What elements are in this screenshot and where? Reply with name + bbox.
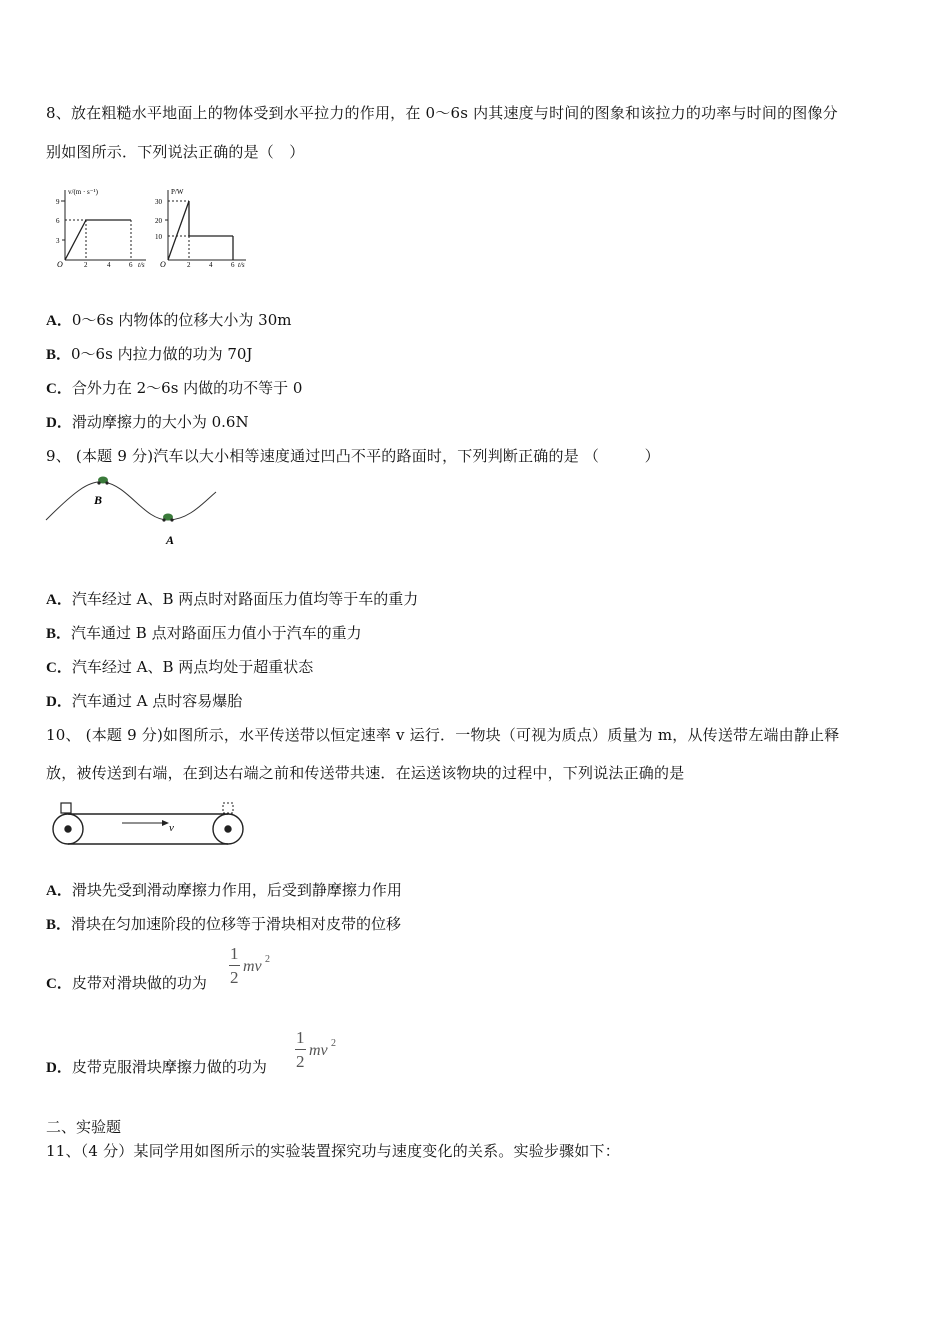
q9-option-d: D．汽车通过 A 点时容易爆胎 [46, 692, 243, 710]
v-xtick-4: 4 [107, 261, 111, 268]
q10-option-c: C．皮带对滑块做的功为 [46, 974, 207, 992]
p-series-rise [168, 201, 189, 260]
label-b: B [94, 493, 103, 507]
p-xlabel: t/s [238, 261, 245, 268]
p-ytick-30: 30 [155, 198, 162, 206]
q8-power-time-graph [152, 184, 252, 268]
q9-road-figure [44, 472, 220, 552]
v-ylabel: v/(m · s⁻¹) [68, 188, 98, 196]
q8-stem-line1: 8、放在粗糙水平地面上的物体受到水平拉力的作用，在 0～6s 内其速度与时间的图象和该拉力的功率与时间的图像分 [46, 104, 838, 122]
p-xtick-4: 4 [209, 261, 213, 268]
q10-option-a: A．滑块先受到滑动摩擦力作用，后受到静摩擦力作用 [46, 881, 402, 899]
v-origin: O [57, 260, 63, 268]
v-xtick-2: 2 [84, 261, 88, 268]
road-curve [46, 482, 216, 520]
q10-option-b: B．滑块在匀加速阶段的位移等于滑块相对皮带的位移 [46, 915, 402, 933]
p-xtick-6: 6 [231, 261, 235, 268]
formula-half-mv2-d: 1 2 mv 2 [296, 1028, 336, 1071]
v-ytick-3: 3 [56, 237, 60, 245]
p-ytick-20: 20 [155, 217, 162, 225]
v-xlabel: t/s [138, 261, 145, 268]
q10-stem-line1: 10、 (本题 9 分)如图所示，水平传送带以恒定速率 v 运行．一物块（可视为质点）质量为 m，从传送带左端由静止释 [46, 726, 840, 744]
car-b-icon [97, 477, 108, 485]
v-ytick-9: 9 [56, 198, 60, 206]
q10-option-d: D．皮带克服滑块摩擦力做的功为 [46, 1058, 267, 1076]
q9-option-b: B．汽车通过 B 点对路面压力值小于汽车的重力 [46, 624, 362, 642]
block-right-dashed [223, 803, 233, 813]
v-xtick-6: 6 [129, 261, 133, 268]
p-ylabel: P/W [171, 188, 184, 196]
v-series-line [65, 220, 131, 260]
q8-option-d: D．滑动摩擦力的大小为 0.6N [46, 413, 249, 431]
p-origin: O [160, 260, 166, 268]
label-a: A [166, 533, 175, 547]
p-ytick-10: 10 [155, 233, 162, 241]
block-left [61, 803, 71, 813]
q9-option-a: A．汽车经过 A、B 两点时对路面压力值均等于车的重力 [46, 590, 419, 608]
q10-conveyor-figure [48, 800, 248, 852]
car-a-icon [162, 514, 173, 522]
belt-label: v [169, 822, 174, 834]
p-xtick-2: 2 [187, 261, 191, 268]
q10-stem-line2: 放，被传送到右端，在到达右端之前和传送带共速．在运送该物块的过程中，下列说法正确的是 [46, 764, 685, 782]
q8-option-a: A．0～6s 内物体的位移大小为 30m [46, 311, 292, 329]
q8-velocity-time-graph [46, 184, 156, 268]
q8-option-c: C．合外力在 2～6s 内做的功不等于 0 [46, 379, 303, 397]
section-title: 二、实验题 [46, 1118, 122, 1136]
formula-half-mv2-c: 1 2 mv 2 [230, 944, 270, 987]
v-ytick-6: 6 [56, 217, 60, 225]
q8-option-b: B．0～6s 内拉力做的功为 70J [46, 345, 253, 363]
q9-stem: 9、 (本题 9 分)汽车以大小相等速度通过凹凸不平的路面时，下列判断正确的是 （ ） [46, 447, 660, 465]
q11-stem: 11、（4 分）某同学用如图所示的实验装置探究功与速度变化的关系。实验步骤如下： [46, 1142, 620, 1160]
q8-stem-line2: 别如图所示．下列说法正确的是（ ） [46, 143, 305, 161]
q9-option-c: C．汽车经过 A、B 两点均处于超重状态 [46, 658, 314, 676]
